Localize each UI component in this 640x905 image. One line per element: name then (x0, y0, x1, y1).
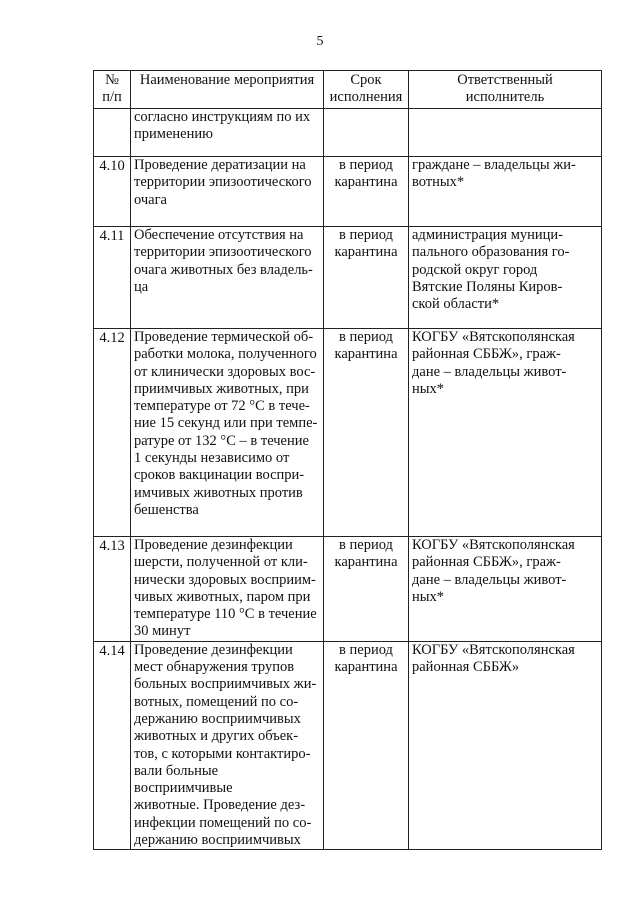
row-num: 4.13 (94, 537, 131, 642)
row-responsible: администрация муници- пального образования го- родской округ город Вятские Поляны Киров- ской области* (409, 227, 602, 329)
table-row (94, 641, 602, 850)
row-name: Проведение термической об- работки молока, полученного от клинически здоровых вос- приимчивых животных, при температуре от 72 °С в тече- ние 15 секунд или при темпе- ратуре от 132 °С – в течение 1 секунды независимо от сроков вакцинации воспри- имчивых животных против бешенства (131, 329, 324, 537)
table-row (94, 537, 602, 642)
measures-table (93, 70, 602, 850)
header-name: Наименование мероприятия (131, 71, 324, 109)
row-num: 4.12 (94, 329, 131, 537)
row-term: в период карантина (324, 537, 409, 642)
table-row (94, 109, 602, 157)
row-term: в период карантина (324, 641, 409, 850)
row-responsible: КОГБУ «Вятскополянская районная СББЖ», граж- дане – владельцы живот- ных* (409, 537, 602, 642)
table-row (94, 227, 602, 329)
header-term: Срок исполнения (324, 71, 409, 109)
row-name: согласно инструкциям по их применению (131, 109, 324, 157)
header-responsible: Ответственный исполнитель (409, 71, 602, 109)
row-responsible: КОГБУ «Вятскополянская районная СББЖ», граж- дане – владельцы живот- ных* (409, 329, 602, 537)
row-term: в период карантина (324, 227, 409, 329)
table-row (94, 329, 602, 537)
row-responsible (409, 109, 602, 157)
table-row (94, 157, 602, 227)
row-num: 4.14 (94, 641, 131, 850)
row-num: 4.11 (94, 227, 131, 329)
row-term (324, 109, 409, 157)
page-number: 5 (316, 34, 324, 49)
row-responsible: КОГБУ «Вятскополянская районная СББЖ» (409, 641, 602, 850)
row-num: 4.10 (94, 157, 131, 227)
row-num (94, 109, 131, 157)
row-name: Проведение дератизации на территории эпизоотического очага (131, 157, 324, 227)
row-name: Обеспечение отсутствия на территории эпизоотического очага животных без владель- ца (131, 227, 324, 329)
row-term: в период карантина (324, 157, 409, 227)
row-name: Проведение дезинфекции мест обнаружения трупов больных восприимчивых жи- вотных, помещений по со- держанию восприимчивых животных и других объек- тов, с которыми контактиро- вали больные восприимчивые животные. Проведение дез- инфекции помещений по со- держанию восприимчивых (131, 641, 324, 850)
row-name: Проведение дезинфекции шерсти, полученной от кли- нически здоровых восприим- чивых животных, паром при температуре 110 °С в течение 30 минут (131, 537, 324, 642)
row-responsible: граждане – владельцы жи- вотных* (409, 157, 602, 227)
table-header-row (94, 71, 602, 109)
header-num: № п/п (94, 71, 131, 109)
row-term: в период карантина (324, 329, 409, 537)
